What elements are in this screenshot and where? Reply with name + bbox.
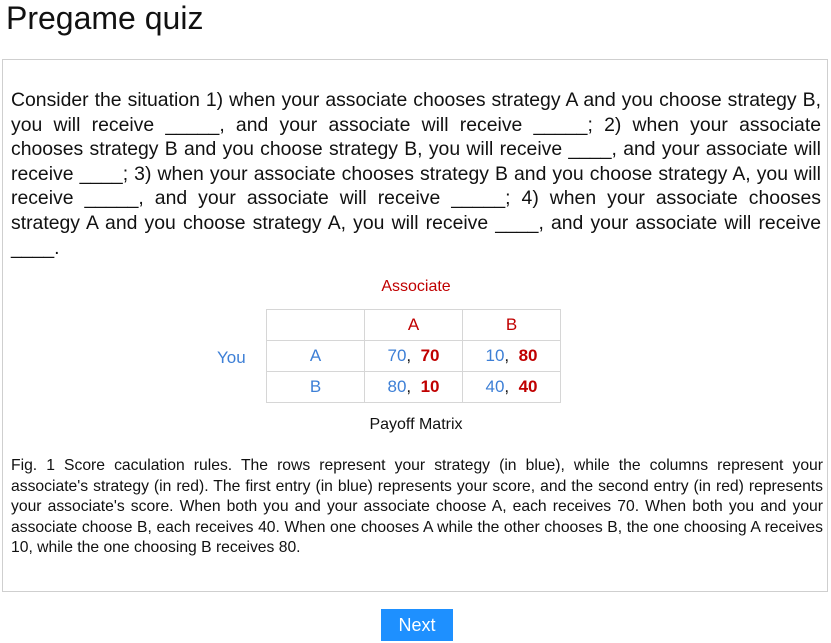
payoff-separator: , [504,377,510,396]
payoff-matrix [266,309,561,403]
your-payoff: 10 [485,346,505,365]
column-header-b: B [463,310,561,341]
payoff-separator: , [406,346,412,365]
payoff-cell-ba [365,372,463,403]
matrix-caption: Payoff Matrix [369,416,463,433]
associate-payoff: 10 [420,377,440,396]
payoff-separator: , [504,346,510,365]
associate-payoff: 80 [518,346,538,365]
payoff-separator: , [406,377,412,396]
your-payoff: 80 [387,377,407,396]
matrix-header-row [267,310,561,341]
column-header-a: A [365,310,463,341]
your-payoff: 40 [485,377,505,396]
you-label: You [217,348,246,367]
figure-caption: Fig. 1 Score caculation rules. The rows represent your strategy (in blue), while the columns represent your associate's strategy (in red). The first entry (in blue) represents your score, and the second entry (in red) represents your associate's score. When both you and your associate choose A, each receives 70. When both you and your associate choose B, each receives 40. When one chooses A while the other chooses B, the one choosing A receives 10, while the one choosing B receives 80. [11,457,823,557]
row-header-b: B [267,372,365,403]
next-button[interactable]: Next [381,609,453,641]
quiz-panel [2,59,828,592]
your-payoff: 70 [387,346,407,365]
associate-payoff: 70 [420,346,440,365]
payoff-cell-bb [463,372,561,403]
payoff-cell-aa [365,341,463,372]
page-title: Pregame quiz [6,0,204,36]
matrix-corner-cell [267,310,365,341]
row-header-a: A [267,341,365,372]
matrix-row-b [267,372,561,403]
question-text: Consider the situation 1) when your associate chooses strategy A and you choose strategy B, you will receive _____, and your associate will receive _____; 2) when your associate chooses strategy B and you choose strategy B, you will receive ____, and your associate will receive ____; 3) when your associate chooses strategy B and you choose strategy A, you will receive _____, and your associate will receive _____; 4) when your associate chooses strategy A and you choose strategy A, you will receive ____, and your associate will receive ____. [11,89,821,259]
associate-payoff: 40 [518,377,538,396]
payoff-cell-ab [463,341,561,372]
associate-label: Associate [381,278,451,295]
matrix-row-a [267,341,561,372]
